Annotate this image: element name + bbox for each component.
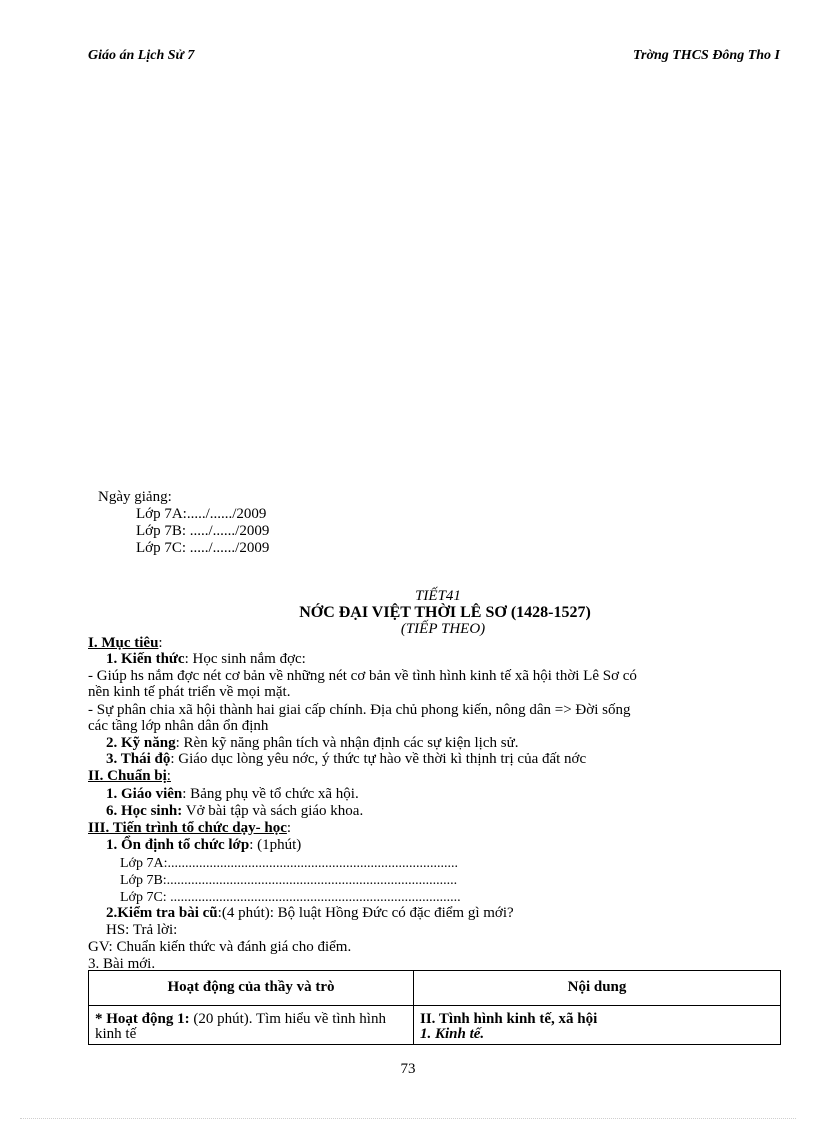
attitude-label: 3. Thái độ [106, 751, 171, 767]
section2-heading-line [88, 769, 171, 784]
knowledge-text: : Học sinh nắm đợc: [184, 651, 306, 667]
section3-heading: III. Tiến trình tổ chức dạy- học [88, 820, 287, 836]
page-number: 73 [400, 1061, 416, 1077]
class-line-7b: Lớp 7B:................................................................................... [120, 873, 458, 888]
check-line [106, 906, 514, 921]
lesson-subtitle: (TIẾP THEO) [400, 621, 486, 637]
content-heading: II. Tình hình kinh tế, xã hội [420, 1011, 598, 1027]
organize-text: : (1phút) [249, 837, 302, 853]
section2-colon: : [166, 768, 171, 784]
attitude-text: : Giáo dục lòng yêu nớc, ý thức tự hào về thời kì thịnh trị của đất nớc [170, 751, 587, 767]
section2-heading: II. Chuẩn bị [88, 768, 167, 784]
bullet2-line-b: các tầng lớp nhân dân ổn định [88, 718, 269, 734]
lesson-number: TIẾT41 [415, 588, 461, 604]
date-line-7b: Lớp 7B: ...../....../2009 [136, 523, 270, 539]
section1-heading: I. Mục tiêu [88, 635, 159, 651]
skills-text: : Rèn kỹ năng phân tích và nhận định các sự kiện lịch sử. [175, 735, 519, 751]
attitude-line [106, 752, 586, 767]
class-line-7a: Lớp 7A:................................................................................... [120, 856, 458, 871]
table-cell-content [414, 1006, 781, 1045]
date-line-7a: Lớp 7A:...../....../2009 [136, 506, 267, 522]
activity-text: (20 phút). Tìm hiểu về tình hình kinh tế [95, 1011, 386, 1042]
knowledge-label: 1. Kiến thức [106, 651, 185, 667]
teacher-line [106, 787, 359, 802]
bullet2-line-a: - Sự phân chia xã hội thành hai giai cấp chính. Địa chủ phong kiến, nông dân => Đời sống [88, 702, 631, 718]
class-line-7c: Lớp 7C: ................................................................................... [120, 890, 461, 905]
lesson-table [88, 970, 781, 1045]
table-row [89, 1006, 781, 1045]
lesson-title: NỚC ĐẠI VIỆT THỜI LÊ SƠ (1428-1527) [299, 604, 591, 621]
section1-heading-line [88, 636, 163, 651]
check-text: :(4 phút): Bộ luật Hồng Đức có đặc điểm gì mới? [217, 905, 514, 921]
new-lesson-line: 3. Bài mới. [88, 956, 156, 972]
content-subheading: 1. Kinh tế. [420, 1026, 485, 1042]
check-label: 2.Kiểm tra bài cũ [106, 905, 218, 921]
knowledge-line [106, 652, 306, 667]
teacher-text: : Bảng phụ về tổ chức xã hội. [182, 786, 359, 802]
teacher-label: 1. Giáo viên [106, 786, 183, 802]
skills-line [106, 736, 518, 751]
organize-line [106, 838, 301, 853]
section3-heading-line [88, 821, 291, 836]
skills-label: 2. Kỹ năng [106, 735, 176, 751]
student-text: Vở bài tập và sách giáo khoa. [182, 803, 364, 819]
bullet1-line-a: - Giúp hs nắm đợc nét cơ bản về những nét cơ bản về tình hình kinh tế xã hội thời Lê Sơ có [88, 668, 637, 684]
table-cell-activity [89, 1006, 414, 1045]
student-line [106, 804, 363, 819]
date-line-7c: Lớp 7C: ...../....../2009 [136, 540, 270, 556]
hs-line: HS: Trả lời: [106, 922, 178, 938]
bullet1-line-b: nền kinh tế phát triển về mọi mặt. [88, 684, 291, 700]
gv-line: GV: Chuẩn kiến thức và đánh giá cho điểm. [88, 939, 352, 955]
header-left: Giáo án Lịch Sử 7 [88, 48, 195, 63]
section1-colon: : [158, 635, 163, 651]
activity-label: * Hoạt động 1: [95, 1011, 190, 1027]
table-header-activity: Hoạt động của thầy và trò [89, 971, 414, 1006]
table-header-row [89, 971, 781, 1006]
section3-colon: : [286, 820, 292, 836]
date-label: Ngày giảng: [98, 489, 172, 505]
organize-label: 1. Ổn định tổ chức lớp [106, 837, 250, 853]
table-header-content: Nội dung [414, 971, 781, 1006]
page-bottom-divider [20, 1118, 796, 1119]
student-label: 6. Học sinh: [106, 803, 183, 819]
header-right: Trờng THCS Đông Tho I [632, 48, 780, 63]
